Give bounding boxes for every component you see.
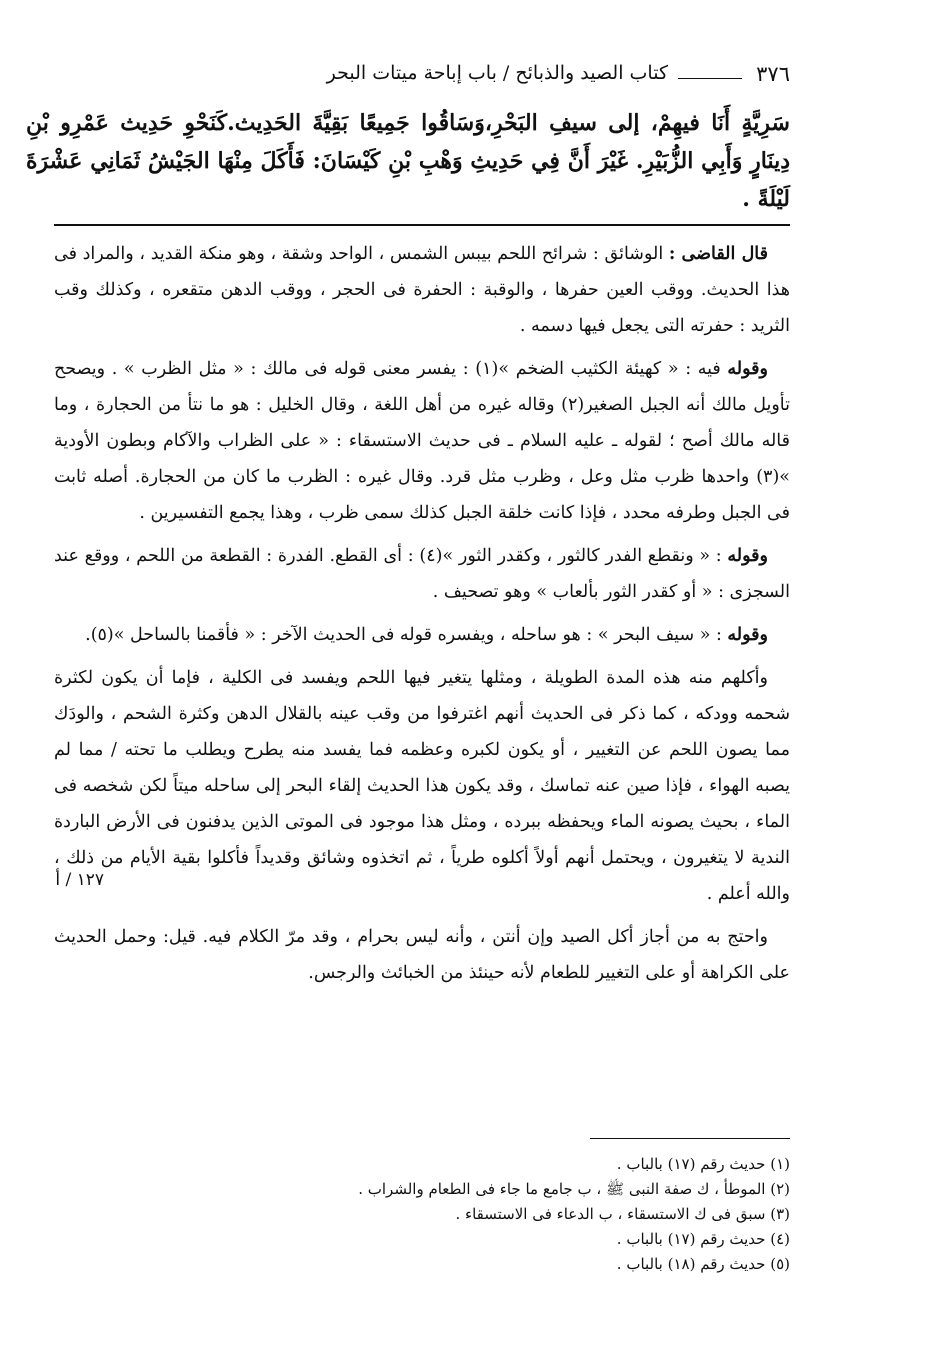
footnotes (300, 1152, 790, 1277)
commentary-paragraph (54, 351, 790, 531)
commentary (54, 236, 790, 998)
paragraph-lead: قال القاضى : (668, 244, 768, 264)
commentary-paragraph (54, 660, 790, 912)
footnote: (٢) الموطأ ، ك صفة النبى ﷺ ، ب جامع ما جاء فى الطعام والشراب . (358, 1180, 790, 1198)
footnote: (٥) حديث رقم (١٨) بالباب . (616, 1255, 790, 1273)
hadith-text: سَرِيَّةٍ أَنَا فيهِمْ، إلى سيفِ البَحْرِ،وَسَاقُوا جَمِيعًا بَقِيَّةَ الحَدِيث.كَنَحْوِ حَدِيث عَمْرِو بْنِ دِينَارٍ وَأَبِي الزُّبَيْرِ. غَيْرَ أَنَّ فِي حَدِيثِ وَهْبِ بْنِ كَيْسَانَ: فَأَكَلَ مِنْهَا الجَيْشُ ثَمَانِي عَشْرَةَ لَيْلَةً . (26, 110, 791, 212)
paragraph-text: فيه : « كهيئة الكثيب الضخم »(١) : يفسر معنى قوله فى مالك : « مثل الظرب » . ويصحح تأويل مالك أنه الجبل الصغير(٢) وقاله غيره من أهل اللغة ، وقال الخليل : هو ما نتأ من الحجارة ، وما قاله مالك أصح ؛ لقوله ـ عليه السلام ـ فى حديث الاستسقاء : « على الظراب والآكام وبطون الأودية »(٣) واحدها ظرب مثل وعل ، وظرب مثل قرد. وقال غيره : الظرب ما كان من الحجارة. أصله ثابت فى الجبل وطرفه محدد ، فإذا كانت خلقة الجبل كذلك سمى ظرب ، وهذا يجمع التفسيرين . (54, 359, 791, 523)
page-header (28, 62, 790, 96)
paragraph-lead: وقوله (727, 546, 768, 566)
paragraph-lead: وقوله (727, 359, 768, 379)
footnote: (١) حديث رقم (١٧) بالباب . (616, 1155, 790, 1173)
commentary-paragraph (54, 919, 790, 991)
footnote: (٣) سبق فى ك الاستسقاء ، ب الدعاء فى الاستسقاء . (455, 1205, 790, 1223)
footnote-divider (590, 1138, 790, 1139)
commentary-paragraph (54, 236, 790, 344)
margin-folio-note: ١٢٧ / أ (55, 870, 104, 890)
running-title: كتاب الصيد والذبائح / باب إباحة ميتات البحر (326, 62, 668, 84)
page-number: ٣٧٦ (756, 62, 790, 86)
paragraph-text: الوشائق : شرائح اللحم بيبس الشمس ، الواحد وشقة ، وهو منكة القديد ، والمراد فى هذا الحديث. ووقب العين حفرها ، والوقبة : الحفرة فى الحجر ، ووقب الدهن متقعره ، وكذلك وقب الثريد : حفرته التى يجعل فيها دسمه . (54, 244, 790, 336)
paragraph-text: وأكلهم منه هذه المدة الطويلة ، ومثلها يتغير فيها اللحم ويفسد فى الكلية ، فإما أن يكون لكثرة شحمه وودكه ، كما ذكر فى الحديث أنهم اغترفوا من وقب عينه بالقلال الدهن وكثرة الشحم ، والودَك مما يصون اللحم عن التغيير ، أو يكون لكبره وعظمه فما يفسد منه يطرح ويطلب ما تحته / مما لم يصبه الهواء ، فإذا صين عنه تماسك ، وقد يكون هذا الحديث إلقاء البحر إلى ساحله ميتاً لكن شخصه فى الماء ، بحيث يصونه الماء ويحفظه ببرده ، ومثل هذا موجود فى الموتى الذين يدفنون فى الأرض الباردة الندية لا يتغيرون ، ويحتمل أنهم أولاً أكلوه طرياً ، ثم اتخذوه وشائق وقديداً فأكلوا بقية الأيام من ذلك ، والله أعلم . (54, 668, 790, 904)
paragraph-text: : « سيف البحر » : هو ساحله ، ويفسره قوله فى الحديث الآخر : « فأقمنا بالساحل »(٥). (85, 625, 728, 645)
paragraph-text: واحتج به من أجاز أكل الصيد وإن أنتن ، وأنه ليس بحرام ، وقد مرّ الكلام فيه. قيل: وحمل الحديث على الكراهة أو على التغيير للطعام لأنه حينئذ من الخبائث والرجس. (54, 927, 790, 983)
footnote: (٤) حديث رقم (١٧) بالباب . (616, 1230, 790, 1248)
paragraph-lead: وقوله (727, 625, 768, 645)
header-rule (678, 78, 742, 79)
hadith-divider (54, 224, 790, 226)
commentary-paragraph (54, 538, 790, 610)
commentary-paragraph (54, 617, 790, 653)
paragraph-text: : « ونقطع الفدر كالثور ، وكقدر الثور »(٤) : أى القطع. الفدرة : القطعة من اللحم ، ووقع عند السجزى : « أو كقدر الثور بألعاب » وهو تصحيف . (54, 546, 790, 602)
